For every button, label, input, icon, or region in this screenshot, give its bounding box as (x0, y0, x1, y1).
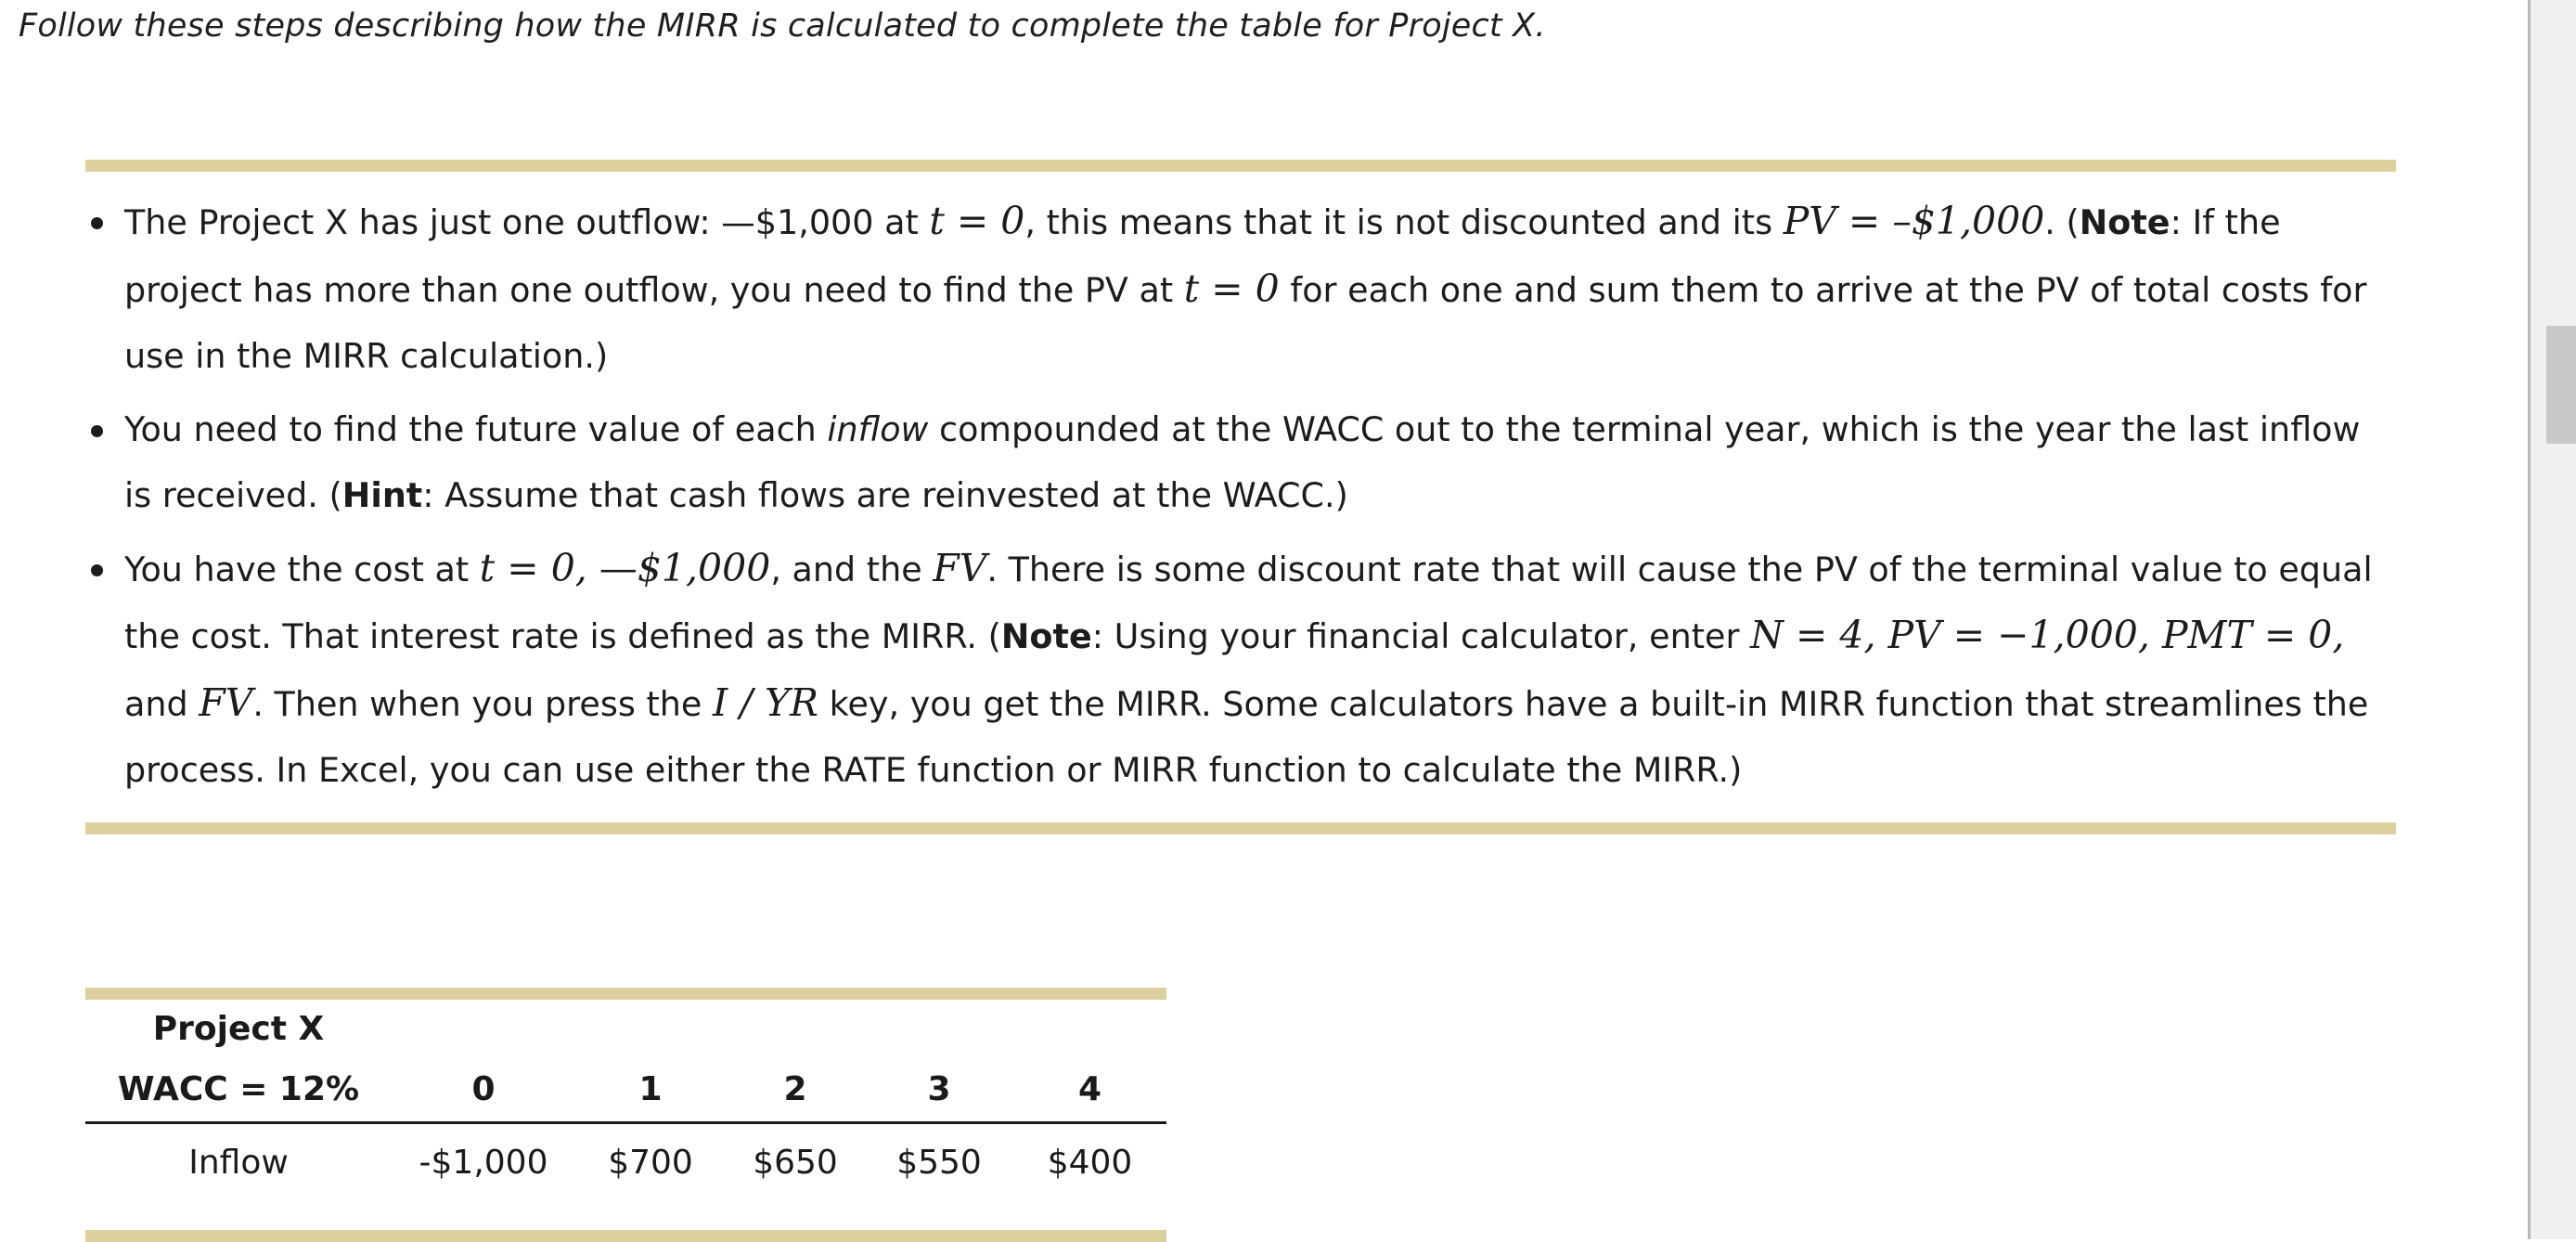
math-fv: FV (933, 545, 987, 590)
cash-flow-cell: $650 (753, 1143, 838, 1182)
cash-flow-cell: $550 (896, 1143, 982, 1182)
math-calculator-inputs: N = 4, PV = −1,000, PMT = 0, (1750, 613, 2345, 657)
scrollbar-track[interactable] (2528, 0, 2576, 1239)
step-mirr (85, 536, 2396, 804)
math-t0: t = 0 (929, 199, 1025, 243)
step-inflows (85, 396, 2396, 529)
table-header-row (85, 1056, 1166, 1123)
math-fv-2: FV (199, 679, 253, 725)
step2-text-b: compounded at the WACC out to the terminal year, which is the year the last inflow is received. ( (124, 408, 2361, 515)
wacc-label: WACC = 12% (85, 1056, 392, 1123)
period-header: 3 (865, 1056, 1013, 1123)
cash-flow-cell: $700 (608, 1143, 693, 1182)
period-header: 4 (1013, 1056, 1166, 1123)
project-x-table (85, 1001, 1166, 1200)
note-label-2: Note (1000, 616, 1092, 656)
cash-flow-cell: $400 (1047, 1143, 1133, 1182)
step3-text-g: key, you get the MIRR. Some calculators have a built-in MIRR function that streamlines the process. In Excel, you can use either the RATE function or MIRR function to calculate the MIRR.) (124, 683, 2369, 790)
instructions-text: Follow these steps describing how the MIRR is calculated to complete the table for Project X. (19, 7, 1546, 45)
step1-text-e: for each one and sum them to arrive at the PV of total costs for use in the MIRR calculation.) (124, 269, 2367, 376)
step3-text-a: You have the cost at (124, 549, 480, 589)
math-t0-second: t = 0 (1183, 265, 1280, 311)
period-header: 2 (726, 1056, 865, 1123)
step-outflow (85, 188, 2396, 390)
hint-label: Hint (341, 475, 423, 515)
bottom-divider (85, 822, 2396, 834)
step1-text-a: The Project X has just one outflow: —$1,000 at (124, 202, 930, 242)
period-header: 0 (392, 1056, 575, 1123)
table-title-row (85, 1001, 1166, 1056)
note-label: Note (2079, 202, 2170, 242)
step1-text-c: . ( (2044, 202, 2080, 242)
step3-text-c: . There is some discount rate that will cause the PV of the terminal value to equal the cost. That interest rate is defined as the MIRR. ( (124, 549, 2373, 656)
math-iyr-key: I / YR (712, 679, 818, 725)
period-header: 1 (575, 1056, 726, 1123)
step2-text-a: You need to find the future value of each (124, 408, 828, 449)
step3-text-f: . Then when you press the (252, 683, 713, 724)
step1-text-b: , this means that it is not discounted and its (1024, 202, 1784, 242)
step3-text-d: : Using your financial calculator, enter (1091, 616, 1751, 656)
cash-flow-cell: -$1,000 (419, 1143, 548, 1182)
table-title: Project X (152, 1009, 325, 1048)
steps-list (85, 188, 2396, 810)
step3-text-b: , and the (770, 549, 934, 589)
step3-text-e: and (124, 683, 200, 724)
step1-text-d: : If the project has more than one outflow, you need to find the PV at (124, 202, 2281, 310)
inflow-word: inflow (827, 408, 929, 449)
math-pv: PV = –$1,000 (1783, 199, 2045, 243)
row-label: Inflow (188, 1143, 289, 1182)
step2-text-c: : Assume that cash flows are reinvested at the WACC.) (422, 475, 1348, 515)
table-top-rule (85, 988, 1166, 1000)
table-row (85, 1123, 1166, 1201)
top-divider (85, 160, 2396, 172)
math-cost: t = 0, —$1,000 (479, 545, 771, 590)
scrollbar-thumb[interactable] (2546, 326, 2576, 444)
table-bottom-rule (85, 1230, 1166, 1242)
